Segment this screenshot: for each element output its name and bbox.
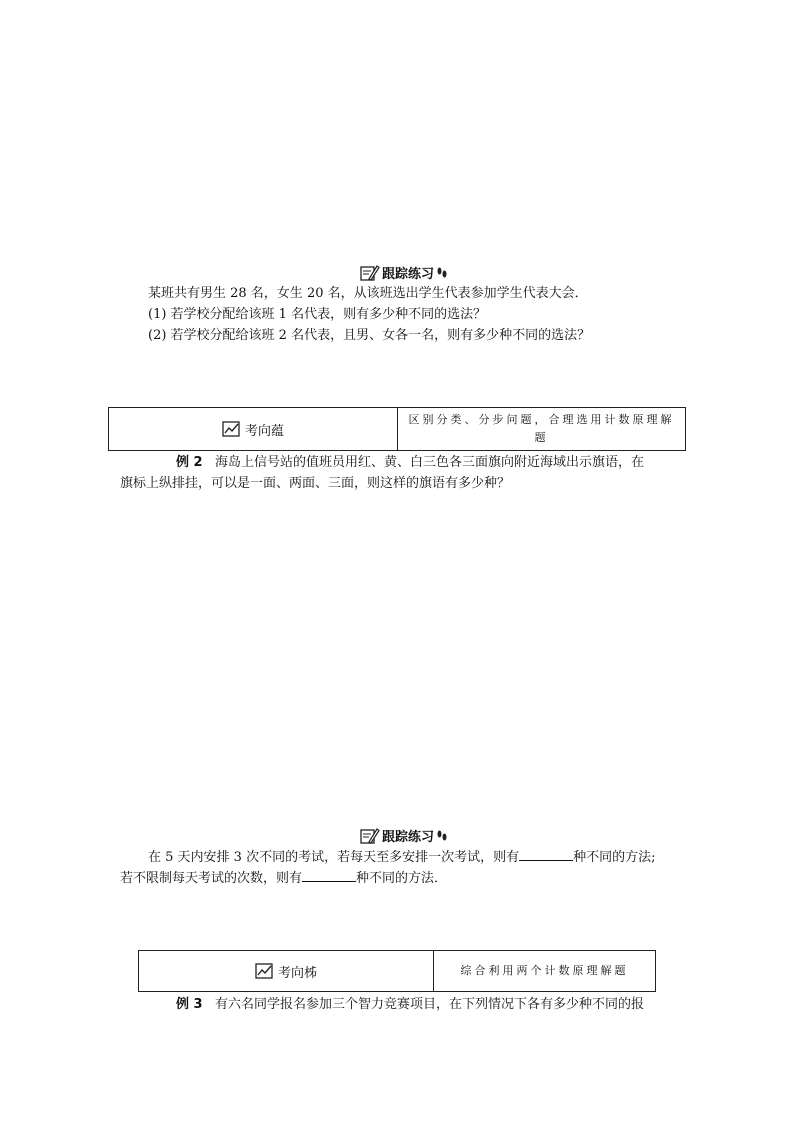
topic-box-1 xyxy=(108,407,686,451)
trend-chart-icon xyxy=(222,421,242,437)
example2-line-2: 旗标上纵排挂，可以是一面、两面、三面，则这样的旗语有多少种？ xyxy=(120,476,511,491)
followup-heading-1 xyxy=(360,263,448,282)
footprints-icon xyxy=(436,829,448,843)
followup1-intro: 某班共有男生 28 名，女生 20 名，从该班选出学生代表参加学生代表大会． xyxy=(148,286,588,301)
topic-box-1-left xyxy=(109,408,398,450)
example3-text-1: 有六名同学报名参加三个智力竞赛项目，在下列情况下各有多少种不同的报 xyxy=(214,997,644,1012)
followup2-text-1b: 种不同的方法; xyxy=(573,850,656,865)
notebook-pencil-icon xyxy=(360,264,380,282)
footprints-icon xyxy=(436,266,448,280)
example2-label: 例 2 xyxy=(176,455,203,470)
notebook-pencil-icon xyxy=(360,827,380,845)
topic-box-2-desc: 综合利用两个计数原理解题 xyxy=(460,964,629,977)
example2-text-1: 海岛上信号站的值班员用红、黄、白三色各三面旗向附近海域出示旗语，在 xyxy=(214,455,644,470)
topic-box-1-desc: 区别分类、分步问题，合理选用计数原理解题 xyxy=(408,413,675,444)
trend-chart-icon xyxy=(255,963,275,979)
followup-heading-2 xyxy=(360,826,448,845)
answer-blank-2[interactable] xyxy=(302,869,356,882)
answer-blank-1[interactable] xyxy=(519,848,573,861)
followup-heading-text: 跟踪练习 xyxy=(382,830,435,845)
followup2-line-2 xyxy=(120,869,447,888)
followup2-text-1a: 在 5 天内安排 3 次不同的考试，若每天至多安排一次考试，则有 xyxy=(148,850,520,865)
topic-box-2 xyxy=(138,950,656,992)
example2-line-1 xyxy=(176,454,644,472)
followup1-question-1: (1) 若学校分配给该班 1 名代表，则有多少种不同的选法？ xyxy=(148,307,487,322)
topic-box-2-title: 考向柹 xyxy=(277,965,317,981)
followup-heading-text: 跟踪练习 xyxy=(382,267,435,282)
example3-label: 例 3 xyxy=(176,997,203,1012)
topic-box-1-title: 考向蕴 xyxy=(244,423,284,439)
example3-line-1 xyxy=(176,996,644,1014)
followup2-text-2a: 若不限制每天考试的次数，则有 xyxy=(120,871,303,886)
topic-box-2-left xyxy=(139,951,434,991)
followup1-question-2: (2) 若学校分配给该班 2 名代表，且男、女各一名，则有多少种不同的选法？ xyxy=(148,328,591,343)
followup2-line-1 xyxy=(148,848,655,867)
followup2-text-2b: 种不同的方法． xyxy=(356,871,448,886)
